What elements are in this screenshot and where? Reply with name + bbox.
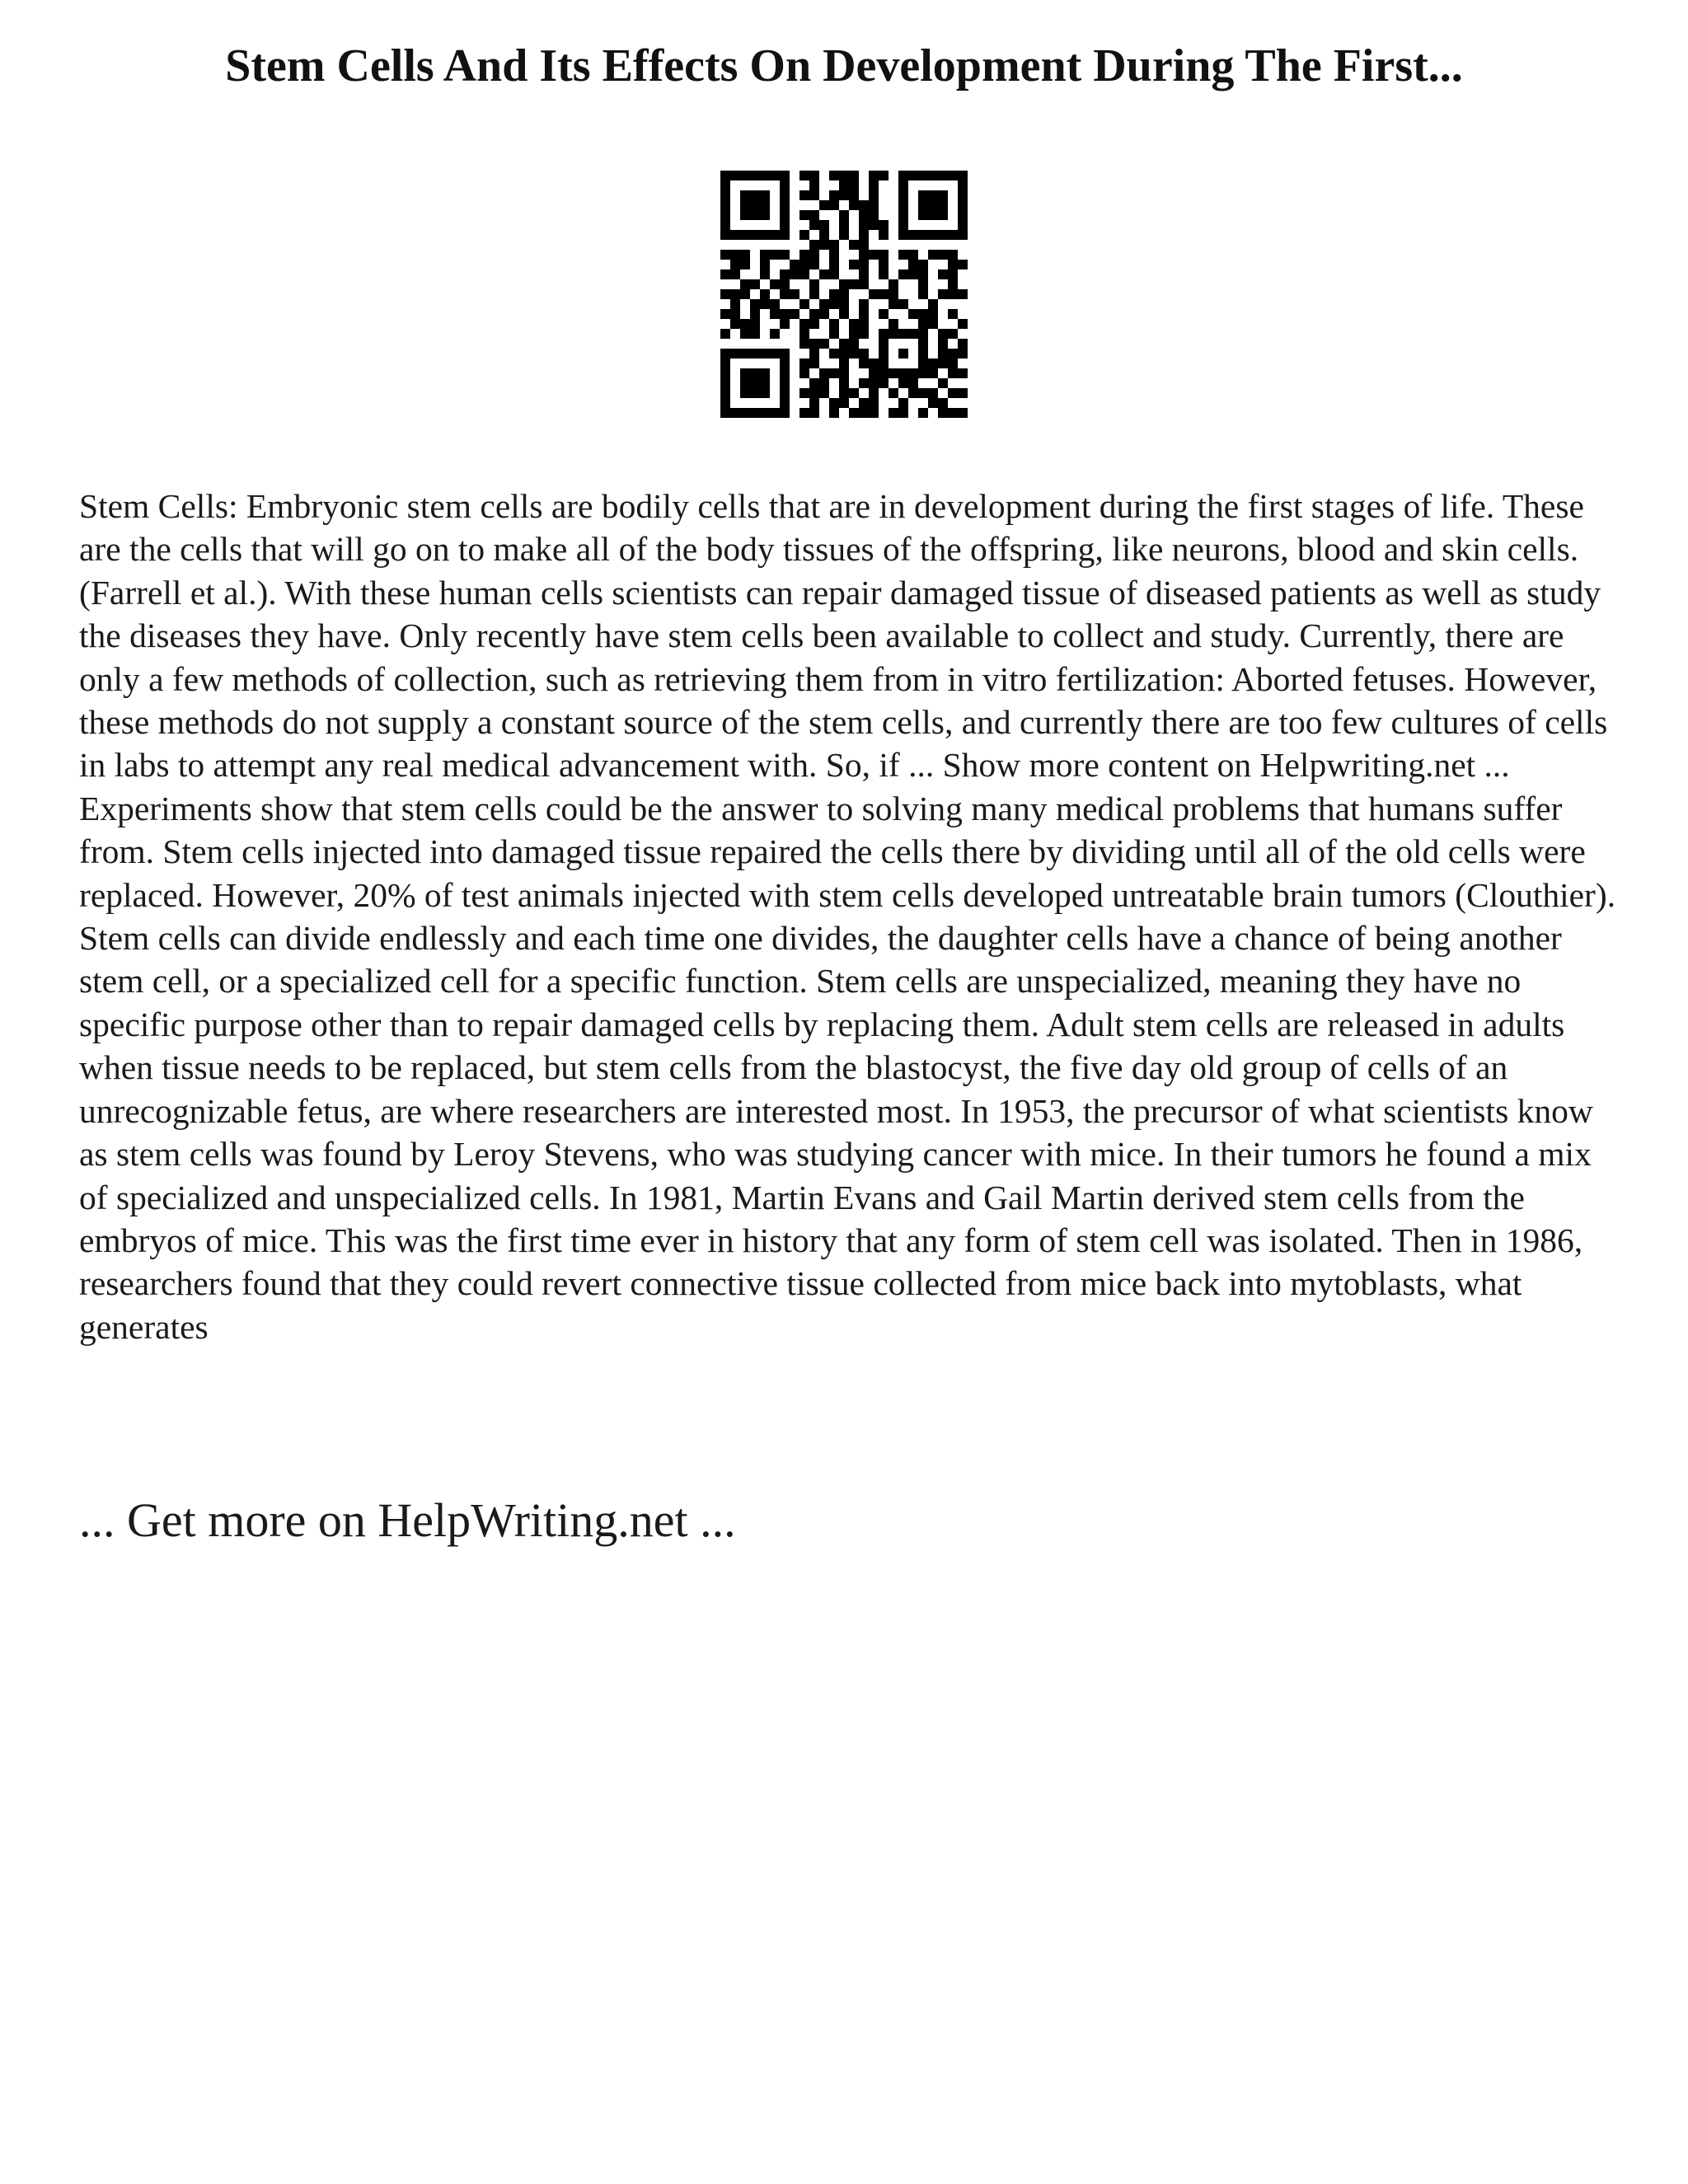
document-title: Stem Cells And Its Effects On Development During The First... [225, 40, 1463, 91]
get-more-link[interactable]: ... Get more on HelpWriting.net ... [79, 1493, 736, 1547]
qr-code-icon[interactable] [720, 171, 968, 418]
document-body [79, 485, 1620, 1348]
paragraph-1: Stem Cells: Embryonic stem cells are bodily cells that are in development during the first stages of life. These are the cells that will go on to make all of the body tissues of the offspring, like neurons, blood and skin cells. (Farrell et al.). With these human cells scientists can repair damaged tissue of diseased patients as well as study the diseases they have. Only recently have stem cells been available to collect and study. Currently, there are only a few methods of collection, such as retrieving them from in vitro fertilization: Aborted fetuses. However, these methods do not supply a constant source of the stem cells, and currently there are too few cultures of cells in labs to attempt any real medical advancement with. So, if ... Show more content on Helpwriting.net ... [79, 487, 1608, 785]
paragraph-2: Experiments show that stem cells could be the answer to solving many medical problems that humans suffer from. Stem cells injected into damaged tissue repaired the cells there by dividing until all of the old cells were replaced. However, 20% of test animals injected with stem cells developed untreatable brain tumors (Clouthier). Stem cells can divide endlessly and each time one divides, the daughter cells have a chance of being another stem cell, or a specialized cell for a specific function. Stem cells are unspecialized, meaning they have no specific purpose other than to repair damaged cells by replacing them. Adult stem cells are released in adults when tissue needs to be replaced, but stem cells from the blastocyst, the five day old group of cells of an unrecognizable fetus, are where researchers are interested most. In 1953, the precursor of what scientists know as stem cells was found by Leroy Stevens, who was studying cancer with mice. In their tumors he found a mix of specialized and unspecialized cells. In 1981, Martin Evans and Gail Martin derived stem cells from the embryos of mice. This was the first time ever in history that any form of stem cell was isolated. Then in 1986, researchers found that they could revert connective tissue collected from mice back into mytoblasts, what generates [79, 789, 1616, 1346]
